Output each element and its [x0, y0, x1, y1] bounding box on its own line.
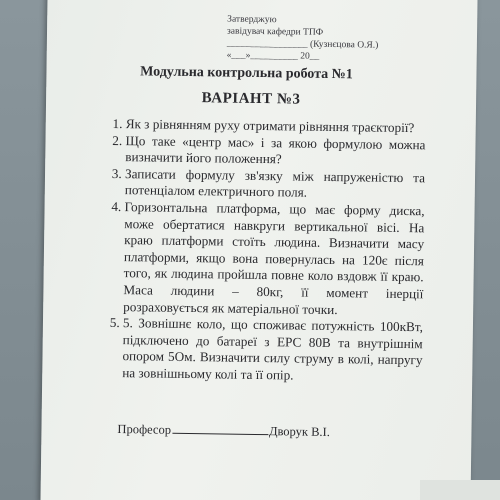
approval-line-signature: _________________ (Кузнєцова О.Я.)	[226, 38, 379, 51]
approval-line-head: завідувач кафедри ТПФ	[226, 26, 324, 38]
exam-sheet	[40, 0, 477, 500]
approval-line-approve: Затверджую	[227, 14, 277, 26]
signature-name: Дворук В.І.	[268, 424, 331, 440]
approval-block	[227, 14, 379, 64]
variant-heading: ВАРІАНТ №3	[201, 90, 301, 108]
question-item-5: 5. 5. Зовнішнє коло, що споживає потужність 100кВт, підключено до батареї з ЕРС 80В та внутрішнім опором 5Ом. Визначити силу струму в колі, напругу на зовнішньому колі та її опір.	[122, 315, 423, 386]
approval-line-date: «___»__________ 20__	[226, 50, 320, 62]
question-item-3: 3. Записати формулу зв'язку між напруженістю та потенціалом електричного поля.	[125, 166, 425, 203]
question-item-1: 1. Як з рівнянням руху отримати рівняння траєкторії?	[126, 116, 426, 137]
signature-blank	[172, 423, 268, 435]
page-title: Модульна контрольна робота №1	[140, 64, 353, 83]
signature-role: Професор	[117, 422, 172, 437]
sheet-content	[40, 0, 477, 500]
question-item-2: 2. Що таке «центр мас» і за якою формулою можна визначити його положення?	[125, 133, 425, 170]
question-item-4: 4. Горизонтальна платформа, що має форму диска, може обертатися навкруги вертикальної вісі. На краю платформи стоїть людина. Визначити масу платформи, якщо вона повернулась на 120є після того, як людина пройшла повне коло вздовж її краю. Маса людини – 80кг, її момент інерції розраховується як матеріальної точки.	[123, 199, 425, 319]
underlying-sheet	[420, 480, 500, 500]
signature-line	[117, 422, 330, 440]
question-list	[98, 116, 426, 386]
